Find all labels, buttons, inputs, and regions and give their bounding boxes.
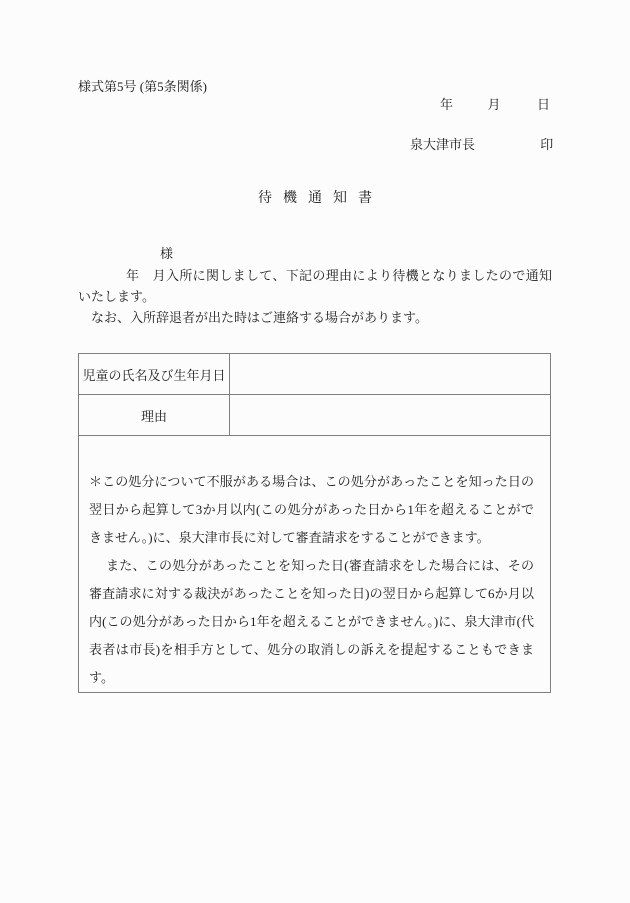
- form-number: 様式第5号 (第5条関係): [78, 79, 207, 94]
- issuer-line: [410, 136, 560, 154]
- date-day-label: 日: [537, 97, 551, 112]
- appeal-notice-paragraph-1: ＊この処分について不服がある場合は、この処分があったことを知った日の翌日から起算して3か月以内(この処分があった日から1年を超えることができません。)に、泉大津市長に対して審査請求をすることができます。: [89, 474, 534, 545]
- date-month-label: 月: [487, 97, 501, 112]
- body-paragraph: 年 月入所に関しまして、下記の理由により待機となりましたので通知いたします。: [78, 268, 552, 304]
- appeal-notice-paragraph-2: また、この処分があったことを知った日(審査請求をした場合には、その審査請求に対する裁決があったことを知った日)の翌日から起算して6か月以内(この処分があった日から1年を超えることができません。)に、泉大津市(代表者は市長)を相手方として、処分の取消しの訴えを提起することもできます。: [89, 558, 534, 685]
- issuer-name: 泉大津市長: [410, 137, 476, 152]
- child-name-birthdate-label: 児童の氏名及び生年月日: [79, 354, 230, 395]
- table-row: [79, 354, 551, 395]
- seal-mark: 印: [540, 137, 554, 152]
- document-title: 待機通知書: [258, 191, 383, 206]
- date-line: [440, 96, 550, 114]
- form-table: [78, 353, 551, 693]
- reason-label: 理由: [79, 395, 230, 436]
- addressee-honorific: 様: [160, 246, 174, 261]
- body-note: なお、入所辞退者が出た時はご連絡する場合があります。: [91, 310, 428, 325]
- reason-value[interactable]: [230, 395, 551, 436]
- appeal-notice-body: [79, 436, 550, 692]
- table-row: [79, 395, 551, 436]
- date-year-label: 年: [440, 97, 454, 112]
- child-name-birthdate-value[interactable]: [230, 354, 551, 395]
- table-row: [79, 436, 551, 693]
- appeal-notice-cell: [79, 436, 551, 693]
